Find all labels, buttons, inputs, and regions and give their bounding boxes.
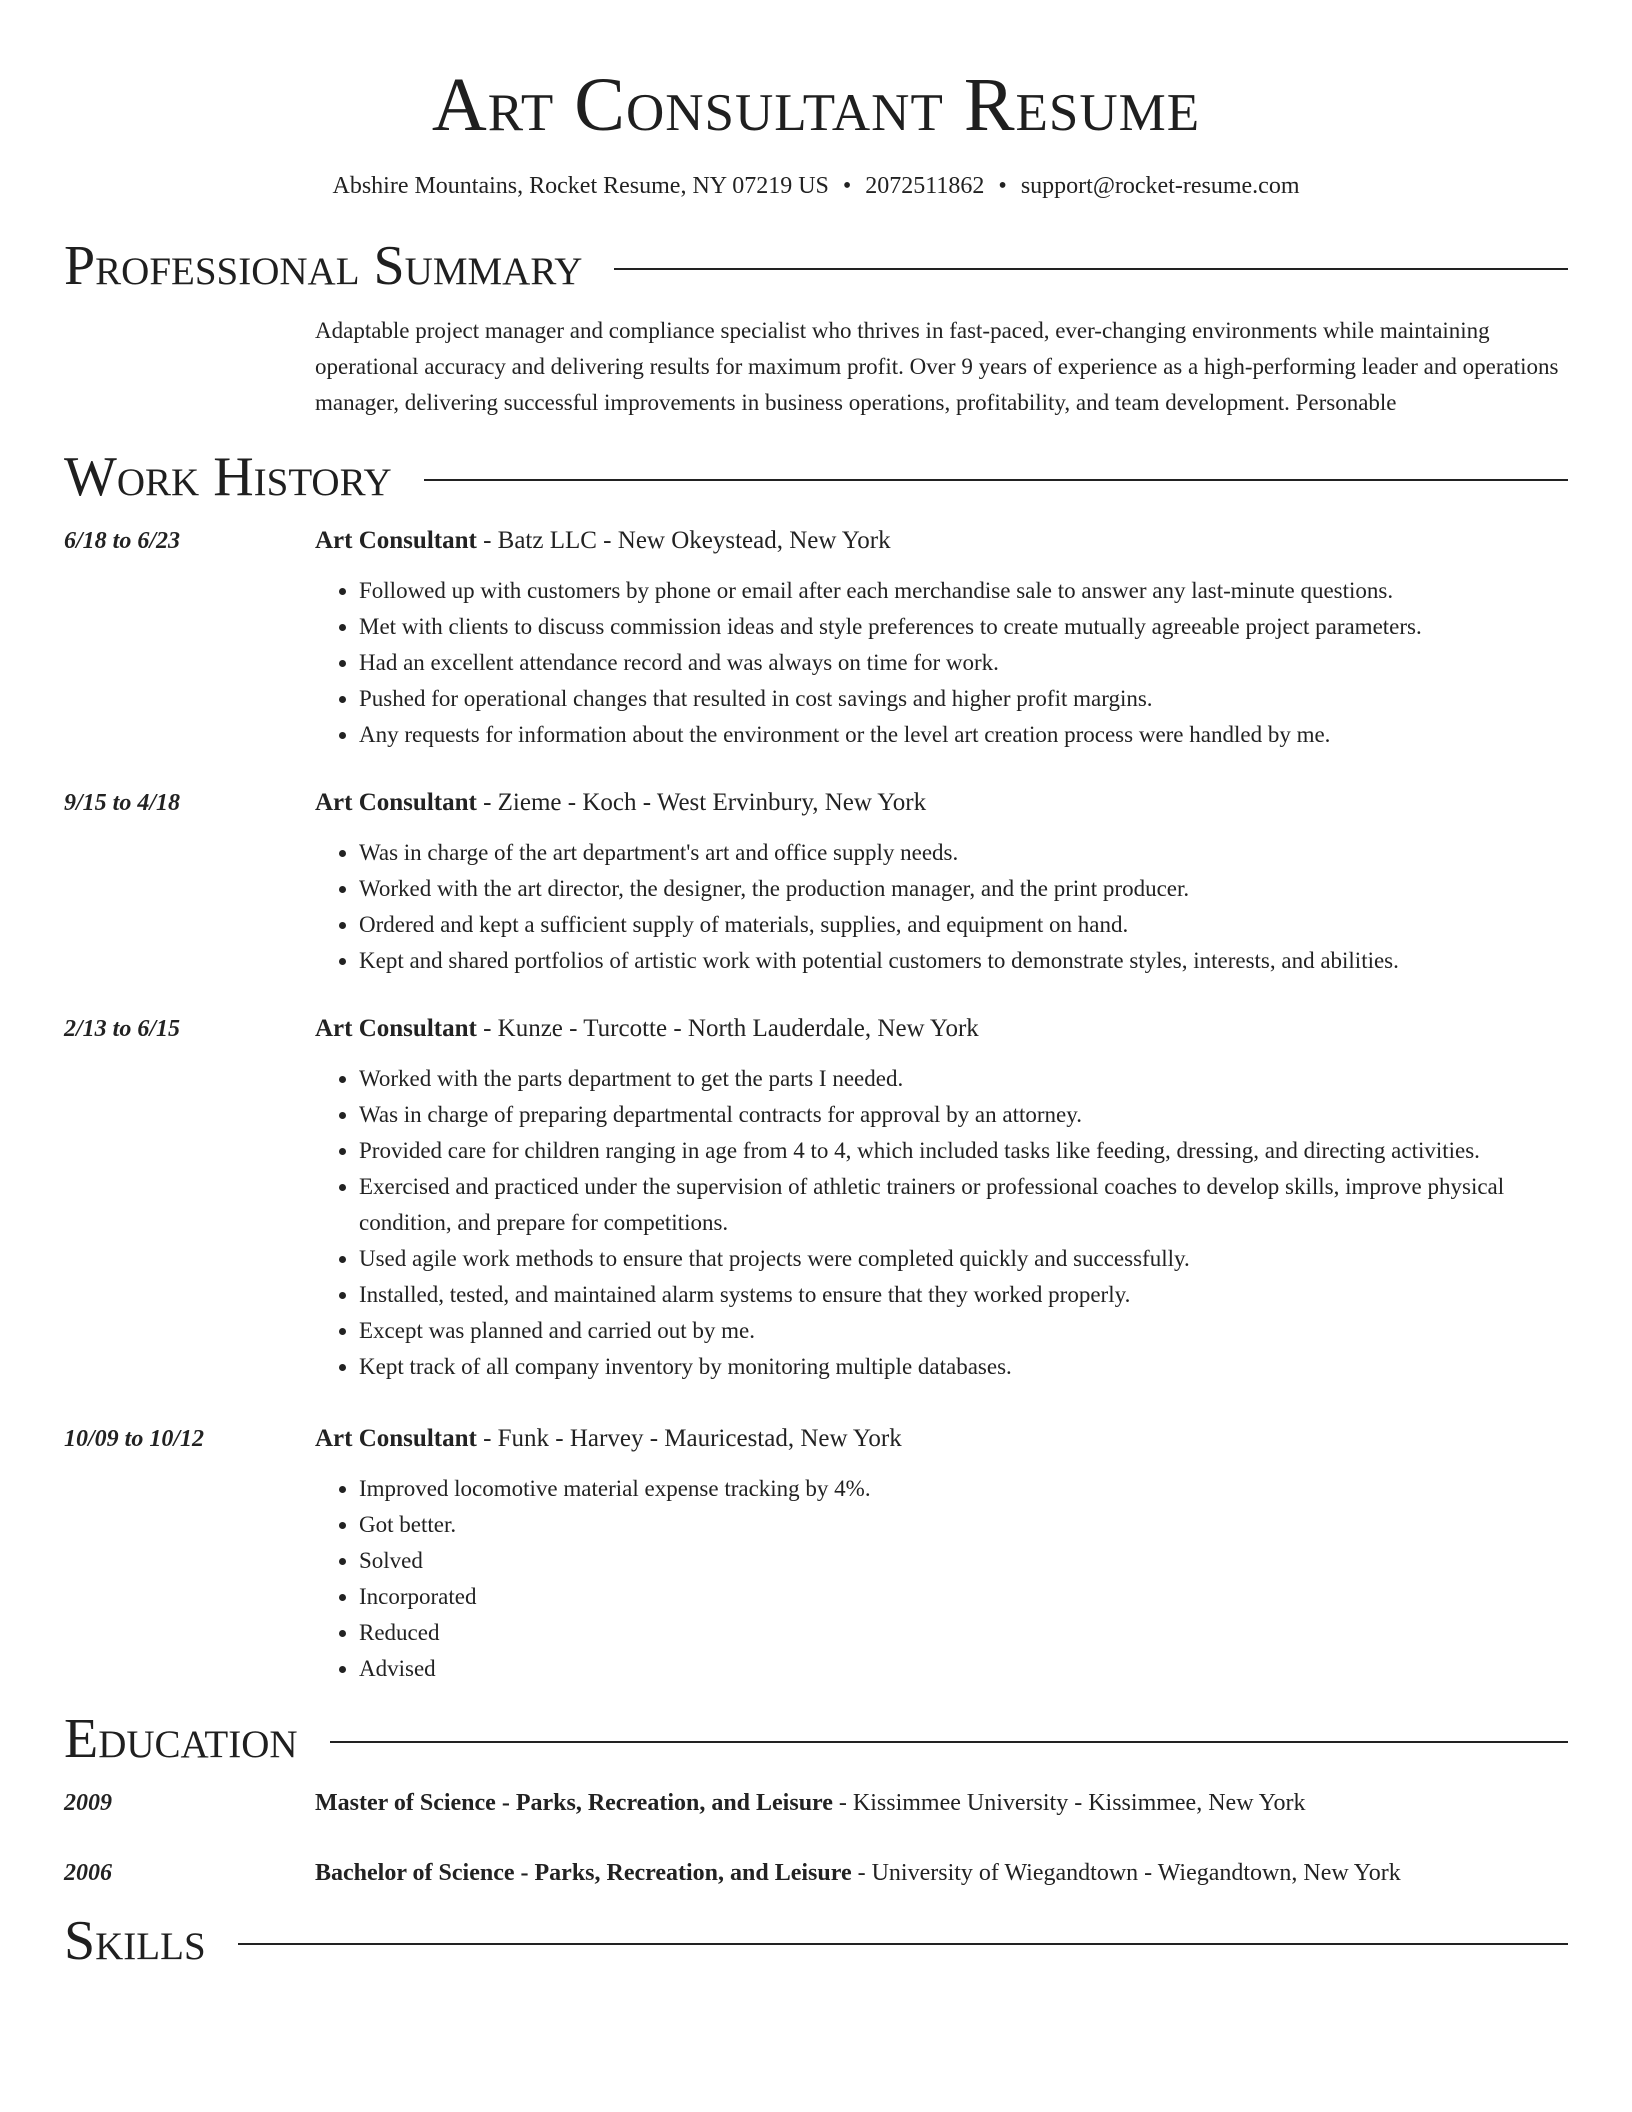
job-entry [64, 1421, 1568, 1687]
job-details: - Zieme - Koch - West Ervinbury, New York [476, 789, 927, 816]
job-details: - Funk - Harvey - Mauricestad, New York [476, 1425, 902, 1452]
job-dates: 6/18 to 6/23 [64, 528, 181, 554]
job-bullet: • Used agile work methods to ensure that projects were completed quickly and successfully. [359, 1241, 1568, 1277]
job-body [315, 785, 1568, 979]
job-bullet: • Provided care for children ranging in age from 4 to 4, which included tasks like feeding, dressing, and directing activities. [359, 1133, 1568, 1169]
education-degree: Bachelor of Science - Parks, Recreation, and Leisure [315, 1860, 852, 1886]
job-bullet: • Worked with the art director, the designer, the production manager, and the print producer. [359, 871, 1568, 907]
education-details: - Kissimmee University - Kissimmee, New York [832, 1790, 1306, 1816]
job-details: - Batz LLC - New Okeystead, New York [476, 527, 891, 554]
education-body [315, 1855, 1568, 1891]
summary-section-header [64, 234, 1568, 298]
skills-section-header [64, 1909, 1568, 1973]
job-dates: 10/09 to 10/12 [64, 1426, 205, 1452]
job-heading [315, 1421, 1568, 1457]
section-divider [330, 1741, 1568, 1743]
contact-address: Abshire Mountains, Rocket Resume, NY 07219 US [332, 173, 829, 199]
job-entry [64, 785, 1568, 979]
job-heading [315, 1011, 1568, 1047]
job-role: Art Consultant [315, 789, 477, 816]
education-body [315, 1785, 1568, 1821]
job-bullet: • Kept track of all company inventory by monitoring multiple databases. [359, 1349, 1568, 1385]
job-role: Art Consultant [315, 527, 477, 554]
job-bullet: • Worked with the parts department to get the parts I needed. [359, 1061, 1568, 1097]
job-entry [64, 1011, 1568, 1385]
education-degree: Master of Science - Parks, Recreation, and Leisure [315, 1790, 833, 1816]
contact-email: support@rocket-resume.com [1020, 173, 1300, 199]
job-role: Art Consultant [315, 1425, 477, 1452]
contact-separator: • [998, 173, 1007, 199]
job-bullet: • Kept and shared portfolios of artistic work with potential customers to demonstrate styles, interests, and abilities. [359, 943, 1568, 979]
job-role: Art Consultant [315, 1015, 477, 1042]
job-body [315, 523, 1568, 753]
resume-page [64, 0, 1568, 1973]
job-details: - Kunze - Turcotte - North Lauderdale, New York [476, 1015, 979, 1042]
job-bullet: • Had an excellent attendance record and was always on time for work. [359, 645, 1568, 681]
education-entry [64, 1785, 1568, 1821]
resume-title: Art Consultant Resume [431, 63, 1201, 147]
work-heading: Work History [64, 446, 392, 508]
section-divider [424, 479, 1568, 481]
job-bullet: • Except was planned and carried out by me. [359, 1313, 1568, 1349]
job-dates: 9/15 to 4/18 [64, 790, 181, 816]
section-divider [614, 268, 1568, 270]
contact-line [64, 170, 1568, 202]
job-bullets [315, 1471, 1568, 1687]
job-bullet: • Pushed for operational changes that resulted in cost savings and higher profit margins. [359, 681, 1568, 717]
education-entry [64, 1855, 1568, 1891]
job-bullet: • Incorporated [359, 1579, 1568, 1615]
job-bullets [315, 1061, 1568, 1385]
job-entry [64, 523, 1568, 753]
job-bullet: • Any requests for information about the environment or the level art creation process were handled by me. [359, 717, 1568, 753]
job-bullet: • Followed up with customers by phone or email after each merchandise sale to answer any last-minute questions. [359, 573, 1568, 609]
job-bullet: • Exercised and practiced under the supervision of athletic trainers or professional coaches to develop skills, improve physical condition, and prepare for competitions. [359, 1169, 1568, 1241]
job-heading [315, 523, 1568, 559]
skills-heading: Skills [64, 1910, 206, 1972]
work-section-header [64, 445, 1568, 509]
job-dates: 2/13 to 6/15 [64, 1016, 181, 1042]
job-bullet: • Solved [359, 1543, 1568, 1579]
summary-heading: Professional Summary [64, 235, 583, 297]
job-body [315, 1421, 1568, 1687]
education-heading: Education [64, 1708, 298, 1770]
summary-text: Adaptable project manager and compliance specialist who thrives in fast-paced, ever-changing environments while maintaining operational accuracy and delivering results for maximum profit. Over 9 years of experience as a high-performing leader and operations manager, delivering successful improvements in business operations, profitability, and team development. Personable [315, 318, 1559, 415]
job-bullet: • Got better. [359, 1507, 1568, 1543]
job-heading [315, 785, 1568, 821]
job-bullet: • Met with clients to discuss commission ideas and style preferences to create mutually agreeable project parameters. [359, 609, 1568, 645]
job-bullet: • Advised [359, 1651, 1568, 1687]
section-divider [238, 1943, 1568, 1945]
job-bullet: • Reduced [359, 1615, 1568, 1651]
job-bullet: • Improved locomotive material expense tracking by 4%. [359, 1471, 1568, 1507]
job-bullets [315, 573, 1568, 753]
contact-separator: • [842, 173, 852, 199]
contact-phone: 2072511862 [865, 173, 985, 199]
job-bullet: • Was in charge of the art department's art and office supply needs. [359, 835, 1568, 871]
job-bullet: • Ordered and kept a sufficient supply of materials, supplies, and equipment on hand. [359, 907, 1568, 943]
job-body [315, 1011, 1568, 1385]
education-details: - University of Wiegandtown - Wiegandtown, New York [851, 1860, 1401, 1886]
job-bullet: • Installed, tested, and maintained alarm systems to ensure that they worked properly. [359, 1277, 1568, 1313]
education-year: 2006 [64, 1860, 112, 1886]
job-bullet: • Was in charge of preparing departmental contracts for approval by an attorney. [359, 1097, 1568, 1133]
education-section-header [64, 1707, 1568, 1771]
education-year: 2009 [64, 1790, 112, 1816]
job-bullets [315, 835, 1568, 979]
